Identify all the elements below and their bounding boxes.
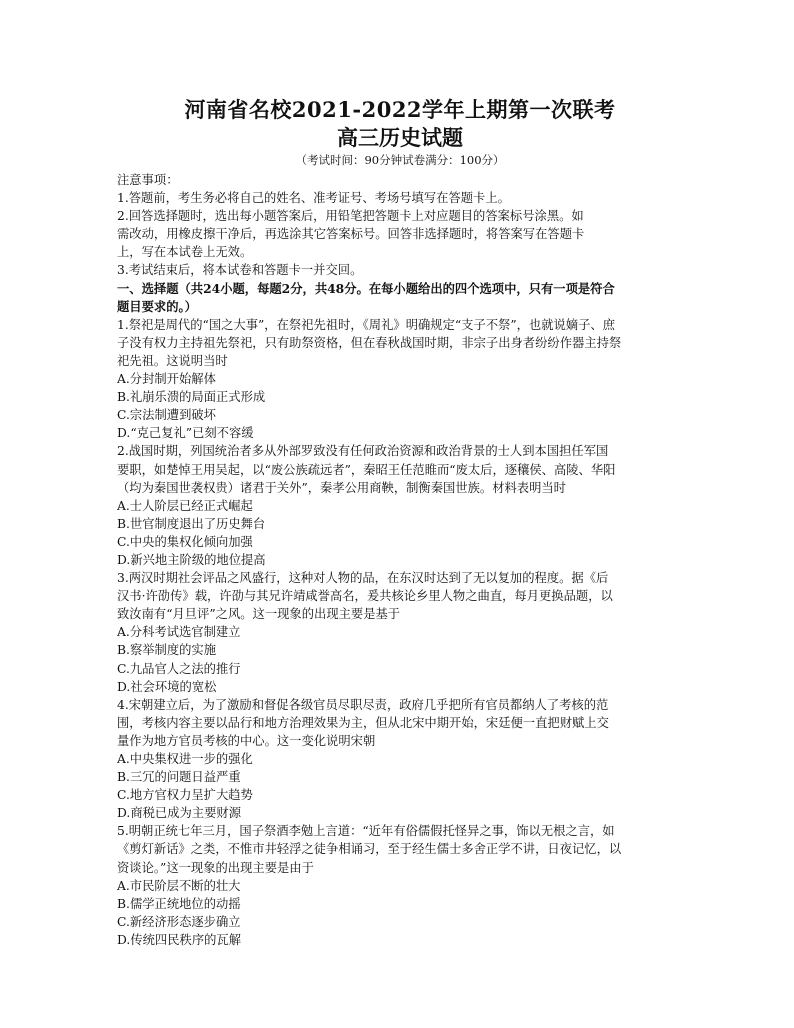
text-line: 需改动，用橡皮擦干净后，再选涂其它答案标号。回答非选择题时，将答案写在答题卡	[117, 227, 585, 242]
text-line: 注意事项：	[117, 173, 179, 187]
text-line: 围，考核内容主要以品行和地方治理效果为主，但从北宋中期开始，宋廷便一直把财赋上交	[117, 715, 609, 730]
text-line: C.地方官权力呈扩大趋势	[117, 788, 253, 803]
text-line: C.宗法制遭到破坏	[117, 408, 216, 423]
text-line: C.九品官人之法的推行	[117, 661, 241, 676]
page-content	[117, 97, 683, 949]
text-line: 祀先祖。这说明当时	[117, 353, 228, 368]
text-line: 4.宋朝建立后，为了激励和督促各级官员尽职尽责，政府几乎把所有官员都纳人了考核的范	[117, 697, 609, 712]
text-line: 子没有权力主持祖先祭祀，只有助祭资格，但在春秋战国时期，非宗子出身者纷纷作器主持祭	[117, 335, 622, 350]
text-line: 1.祭祀是周代的“国之大事”，在祭祀先祖时，《周礼》明确规定“支子不祭”，也就说嫡子、庶	[117, 317, 616, 332]
text-line: 2.回答选择题时，选出每小题答案后，用铅笔把答题卡上对应题目的答案标号涂黑。如	[117, 209, 584, 224]
exam-time-score: （考试时间：90分钟试卷满分：100分）	[295, 153, 505, 167]
text-line: A.分封制开始解体	[117, 372, 216, 387]
text-line: B.礼崩乐溃的局面正式形成	[117, 390, 266, 405]
text-line: （均为秦国世袭权贵）诸君于关外”，秦孝公用商鞅，制衡秦国世族。材料表明当时	[117, 480, 566, 495]
text-line: A.市民阶层不断的壮大	[117, 878, 241, 893]
text-line: B.世官制度退出了历史舞台	[117, 516, 266, 531]
text-line: 3.两汉时期社会评品之风盛行，这种对人物的品，在东汉时达到了无以复加的程度。据《后	[117, 571, 609, 586]
text-line: 要职，如楚悼王用吴起，以“废公族疏远者”，秦昭王任范睢而“废太后，逐穰侯、高陵、华阳	[117, 462, 616, 477]
text-line: C.中央的集权化倾向加强	[117, 534, 253, 549]
text-line: 量作为地方官员考核的中心。这一变化说明宋朝	[117, 733, 376, 748]
exam-title: 河南省名校2021-2022学年上期第一次联考	[184, 97, 616, 122]
text-line: D.传统四民秩序的瓦解	[117, 932, 242, 947]
text-line: D.新兴地主阶级的地位提高	[117, 552, 266, 567]
text-line: B.三冗的问题日益严重	[117, 770, 241, 785]
text-line: B.察举制度的实施	[117, 643, 217, 658]
exam-subtitle: 高三历史试题	[337, 125, 463, 150]
text-line: 1.答题前，考生务必将自己的姓名、准考证号、考场号填写在答题卡上。	[117, 191, 510, 206]
text-line: D.“克己复礼”已刻不容缓	[117, 426, 254, 441]
text-line: 2.战国时期，列国统治者多从外部罗致没有任何政治资源和政治背景的士人到本国担任军国	[117, 444, 609, 459]
text-line: 题目要求的。）	[117, 298, 197, 314]
text-line: 3.考试结束后，将本试卷和答题卡一并交回。	[117, 263, 363, 278]
text-line: 5.明朝正统七年三月，国子祭酒李勉上言道：“近年有俗儒假托怪异之事，饰以无根之言，如	[117, 824, 615, 839]
text-line: 一、选择题（共24小题，每题2分，共48分。在每小题给出的四个选项中，只有一项是符合	[117, 280, 615, 296]
text-line: A.中央集权进一步的强化	[117, 752, 253, 766]
text-line: D.社会环境的宽松	[117, 679, 217, 694]
text-line: 资谈论。”这一现象的出现主要是由于	[117, 860, 314, 875]
text-line: A.分科考试选官制建立	[117, 625, 241, 640]
text-line: A.士人阶层已经正式崛起	[117, 498, 253, 513]
text-line: 上，写在本试卷上无效。	[117, 245, 253, 260]
text-line: C.新经济形态逐步确立	[117, 914, 241, 929]
text-line: 致汝南有“月旦评”之风。这一现象的出现主要是基于	[117, 607, 401, 622]
text-line: 《剪灯新话》之类，不惟市井轻浮之徒争相诵习，至于经生儒士多舍正学不讲，日夜记忆，以	[117, 842, 622, 857]
text-line: D.商税已成为主要财源	[117, 806, 242, 821]
exam-body	[117, 171, 683, 949]
text-line: B.儒学正统地位的动摇	[117, 896, 241, 911]
text-line: 汉书·许劭传》载，许劭与其兄许靖咸誉高名，爰共核论乡里人物之曲直，每月更换品题，以	[117, 589, 613, 604]
